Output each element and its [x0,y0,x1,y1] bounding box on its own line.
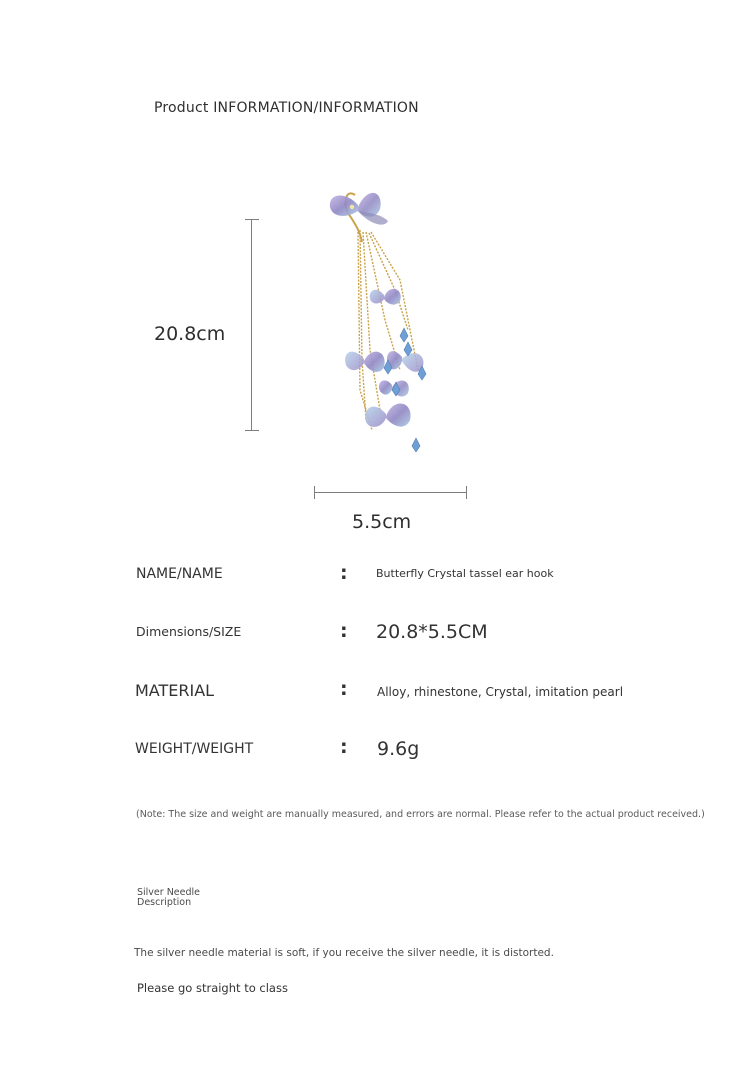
butterfly-middle-left [345,352,385,372]
butterfly-small [370,289,401,305]
height-dimension-line [251,219,252,430]
spec-weight-key: WEIGHT/WEIGHT [135,741,254,757]
width-label: 5.5cm [352,511,412,533]
butterfly-middle-right [387,351,423,372]
spec-size-key: Dimensions/SIZE [136,624,242,639]
silver-needle-instruction: Please go straight to class [137,981,288,995]
spec-name-value: Butterfly Crystal tassel ear hook [376,567,554,580]
width-dimension-line [314,492,466,493]
silver-needle-description: The silver needle material is soft, if you receive the silver needle, it is distorted. [134,947,554,959]
height-label: 20.8cm [154,323,226,345]
silver-needle-title: Silver Needle Description [137,887,201,908]
spec-weight-value: 9.6g [377,738,420,760]
butterfly-top [330,193,388,225]
spec-weight-colon: : [340,736,348,758]
width-dimension-cap-left [314,486,315,499]
tassel-chains [358,230,418,430]
width-dimension-cap-right [466,486,467,499]
page-title: Product INFORMATION/INFORMATION [154,100,419,116]
height-dimension-cap-top [245,219,259,220]
spec-name-key: NAME/NAME [136,566,223,582]
spec-material-key: MATERIAL [135,681,215,700]
height-dimension-cap-bottom [245,430,259,431]
measurement-note: (Note: The size and weight are manually measured, and errors are normal. Please refer to the actual product received.) [136,809,705,820]
earring-image [300,170,460,470]
spec-material-value: Alloy, rhinestone, Crystal, imitation pearl [377,685,624,699]
spec-material-colon: : [340,678,348,700]
spec-size-colon: : [340,620,348,642]
spec-size-value: 20.8*5.5CM [376,621,488,643]
spec-name-colon: : [340,562,348,584]
butterfly-bottom [365,404,410,427]
